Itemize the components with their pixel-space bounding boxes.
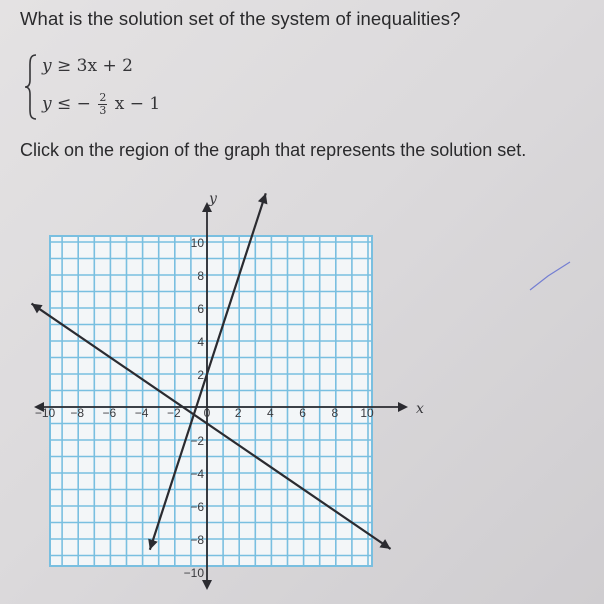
x-tick-label: −2 <box>166 406 181 420</box>
question-text: What is the solution set of the system of inequalities? <box>20 8 461 29</box>
x-tick-label: 8 <box>331 406 339 420</box>
x-tick-label: 0 <box>203 406 211 420</box>
fraction-numerator: 2 <box>99 91 107 104</box>
x-axis-name: x <box>416 401 424 417</box>
grid-lines <box>50 236 372 566</box>
x-tick-label: −6 <box>102 406 117 420</box>
ineq2-variable: y <box>42 94 52 114</box>
line-y-neg-two-thirds-x-minus-1-arrow-icon <box>32 304 43 314</box>
y-tick-label: 4 <box>197 335 204 349</box>
ineq2-operator: ≤ <box>57 94 72 114</box>
x-tick-label: −8 <box>70 406 85 420</box>
y-tick-label: 6 <box>197 302 204 316</box>
instruction-text: Click on the region of the graph that represents the solution set. <box>20 140 527 160</box>
ineq2-rest: x − 1 <box>114 94 161 114</box>
y-axis-bottom-arrow-icon <box>202 580 212 590</box>
x-tick-label: 6 <box>299 406 306 420</box>
x-axis-right-arrow-icon <box>398 402 408 412</box>
x-tick-label: −10 <box>34 406 56 420</box>
ineq1-rhs: 3x + 2 <box>76 56 133 76</box>
x-tick-label: 10 <box>360 406 374 420</box>
fraction-denominator: 3 <box>99 104 107 117</box>
y-tick-label: 2 <box>197 368 204 382</box>
y-tick-label: 10 <box>190 236 204 250</box>
line-y-neg-two-thirds-x-minus-1-arrow-icon <box>379 539 390 549</box>
x-tick-label: −4 <box>134 406 149 420</box>
line-y-3x-plus-2-arrow-icon <box>258 193 268 204</box>
y-axis-name: y <box>209 191 217 207</box>
y-tick-label: −6 <box>190 500 204 514</box>
y-tick-label: −10 <box>183 566 204 580</box>
x-tick-label: 4 <box>267 406 274 420</box>
graph-background <box>50 236 372 566</box>
y-tick-label: −8 <box>190 533 204 547</box>
ineq2-sign: − <box>76 94 91 114</box>
y-tick-label: −2 <box>190 434 204 448</box>
ineq1-variable: y <box>42 56 52 76</box>
ineq1-operator: ≥ <box>57 56 72 76</box>
x-tick-label: 2 <box>234 406 242 420</box>
y-tick-label: −4 <box>190 467 204 481</box>
y-tick-label: 8 <box>197 269 204 283</box>
